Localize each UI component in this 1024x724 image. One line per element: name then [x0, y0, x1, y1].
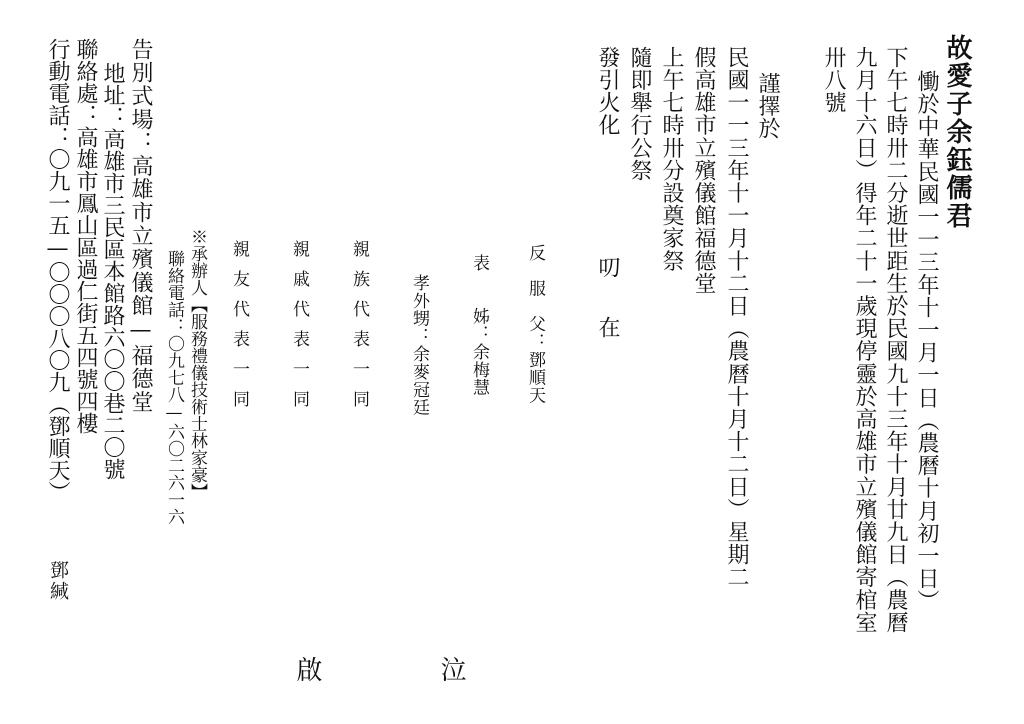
venue-hall: 告別式場：高雄市立殯儀館—福德堂: [128, 38, 153, 414]
contact-place: 聯絡處：高雄市鳳山區過仁街五四號四樓: [73, 38, 98, 434]
body-line-2: 下午七時卅二分逝世距生於民國九十三年十月廿九日（農曆: [883, 46, 908, 634]
ceremony-venue: 假高雄市立殯儀館福德堂: [691, 46, 716, 295]
undertaker-name: ※承辦人【服務禮儀技術士林家豪】: [187, 228, 207, 500]
mourner-clan: 親族代表一同: [349, 240, 369, 420]
footer-weep: 泣: [436, 656, 466, 684]
body-line-3: 九月十六日）得年二十一歲現停靈於高雄市立殯儀館寄棺室: [852, 46, 877, 634]
footer-announce: 啟: [292, 656, 322, 684]
ceremony-time: 上午七時卅分設奠家祭: [659, 46, 684, 272]
ceremony-line-1: 謹擇於: [755, 72, 780, 140]
ceremony-public: 隨即舉行公祭: [627, 46, 652, 182]
mourner-father: 反 服 父：鄧順天: [525, 244, 545, 405]
notice-title: 故愛子余鈺儒君: [942, 34, 972, 230]
mourner-nephew: 孝外甥：余麥冠廷: [409, 274, 429, 417]
body-line-1: 慟於中華民國一一三年十一月一日（農曆十月初一日）: [914, 70, 939, 613]
closing-phrase: 叨 在: [595, 256, 620, 346]
contact-mobile: 行動電話：〇九一五—〇〇〇八〇九（鄧順天）: [45, 38, 70, 503]
ceremony-date: 民國一一三年十一月十二日（農曆十月十二日）星期二: [724, 46, 749, 589]
mourner-cousin: 表 姊：余梅慧: [469, 254, 489, 397]
venue-address: 地址：高雄市三民區本館路六〇〇巷二〇號: [100, 62, 125, 480]
body-line-4: 卅八號: [821, 46, 846, 114]
signature: 鄧緘: [47, 560, 69, 602]
mourner-relatives: 親戚代表一同: [289, 240, 309, 420]
undertaker-phone: 聯絡電話：〇九七八—六〇二六一六: [164, 250, 184, 525]
ceremony-cremation: 發引火化: [595, 46, 620, 137]
mourner-friends: 親友代表一同: [229, 240, 249, 420]
